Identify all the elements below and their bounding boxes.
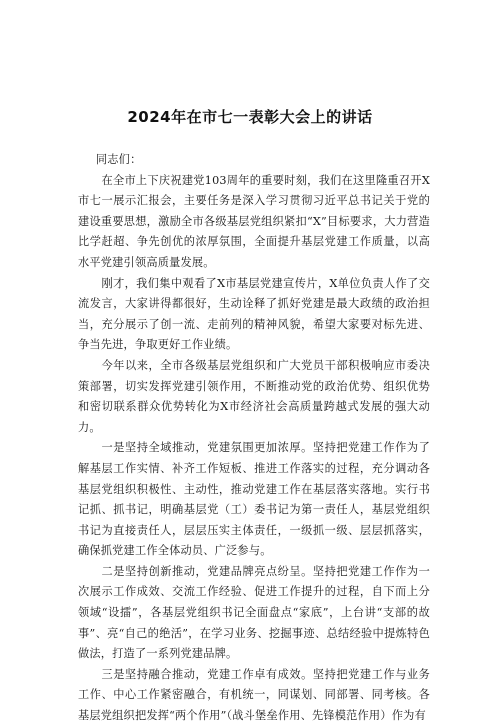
document-body [78,150,430,727]
paragraph-4: 一是坚持全域推动，党建氛围更加浓厚。坚持把党建工作作为了解基层工作实情、补齐工作短板、推进工作落实的过程，充分调动各基层党组织积极性、主动性，推动党建工作在基层落实落地。实行书记抓、抓书记，明确基层党（工）委书记为第一责任人，基层党组织书记为直接责任人，层层压实主体责任，一级抓一级、层层抓落实，确保抓党建工作全体动员、广泛参与。 [78,441,430,558]
paragraph-1: 在全市上下庆祝建党103周年的重要时刻，我们在这里隆重召开X市七一展示汇报会，主要任务是深入学习贯彻习近平总书记关于党的建设重要思想，激励全市各级基层党组织紧扣“X”目标要求，大力营造比学赶超、争先创优的浓厚氛围，全面提升基层党建工作质量，以高水平党建引领高质量发展。 [78,173,430,269]
paragraph-2: 刚才，我们集中观看了X市基层党建宣传片，X单位负责人作了交流发言，大家讲得都很好，生动诠释了抓好党建是最大政绩的政治担当，充分展示了创一流、走前列的精神风貌，希望大家要对标先进、争当先进，争取更好工作业绩。 [78,276,430,352]
paragraph-3: 今年以来，全市各级基层党组织和广大党员干部积极响应市委决策部署，切实发挥党建引领作用，不断推动党的政治优势、组织优势和密切联系群众优势转化为X市经济社会高质量跨越式发展的强大动力。 [78,358,430,434]
paragraph-5: 二是坚持创新推动，党建品牌亮点纷呈。坚持把党建工作作为一次展示工作成效、交流工作经验、促进工作提升的过程，自下而上分领域“设擂”，各基层党组织书记全面盘点“家底”，上台讲“支部的故事”、亮“自己的绝活”，在学习业务、挖掘事迹、总结经验中提炼特色做法，打造了一系列党建品牌。 [78,564,430,661]
salutation: 同志们： [95,153,142,166]
document-title: 2024年在市七一表彰大会上的讲话 [127,108,373,126]
paragraph-6: 三是坚持融合推动，党建工作卓有成效。坚持把党建工作与业务工作、中心工作紧密融合，有机统一，同谋划、同部署、同考核。各基层党组织把发挥“两个作用”（战斗堡垒作用、先锋模范作用）作为有 [78,667,430,723]
